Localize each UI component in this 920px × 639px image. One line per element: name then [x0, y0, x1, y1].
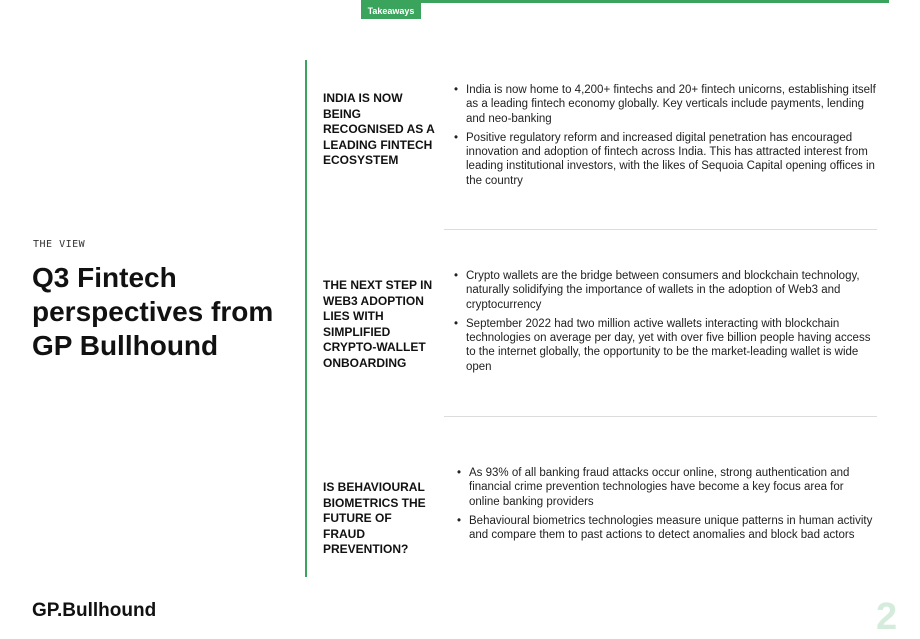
section-eyebrow: THE VIEW [33, 239, 86, 250]
section-3-heading: IS BEHAVIOURAL BIOMETRICS THE FUTURE OF FRAUD PREVENTION? [323, 480, 426, 556]
section-2-heading: THE NEXT STEP IN WEB3 ADOPTION LIES WITH SIMPLIFIED CRYPTO-WALLET ONBOARDING [323, 278, 433, 370]
bullet-item: • Crypto wallets are the bridge between consumers and blockchain technology, naturally solidifying the importance of wallets in the adoption of Web3 and cryptocurrency [454, 269, 879, 312]
bullet-item: • Positive regulatory reform and increased digital penetration has encouraged innovation and adoption of fintech across India. This has attracted interest from leading institutional investors, with the likes of Sequoia Capital opening offices in the country [454, 131, 879, 188]
section-2-bullets [454, 269, 879, 379]
section-separator [444, 416, 877, 417]
section-1-bullets [454, 83, 879, 193]
bullet-item: • September 2022 had two million active wallets interacting with blockchain technologies on average per day, yet with over five billion people having access to the internet globally, the opportunity to be the market-leading wallet is wide open [454, 317, 879, 374]
section-3-bullets [457, 466, 877, 547]
section-separator [444, 229, 877, 230]
section-1-heading: INDIA IS NOW BEING RECOGNISED AS A LEADING FINTECH ECOSYSTEM [323, 91, 435, 167]
gp-bullhound-logo: GP.Bullhound [32, 600, 157, 621]
takeaways-tag: Takeaways [361, 3, 421, 19]
bullet-item: • As 93% of all banking fraud attacks occur online, strong authentication and financial crime prevention technologies have become a key focus area for online banking providers [457, 466, 877, 509]
bullet-item: • India is now home to 4,200+ fintechs and 20+ fintech unicorns, establishing itself as a leading fintech economy globally. Key verticals include payments, lending and neo-banking [454, 83, 879, 126]
top-accent-line [361, 0, 889, 3]
page-title: Q3 Fintech perspectives from GP Bullhound [32, 262, 274, 361]
bullet-item: • Behavioural biometrics technologies measure unique patterns in human activity and compare them to past actions to detect anomalies and block bad actors [457, 514, 877, 543]
page-number: 2 [876, 596, 898, 638]
vertical-divider [305, 60, 307, 577]
